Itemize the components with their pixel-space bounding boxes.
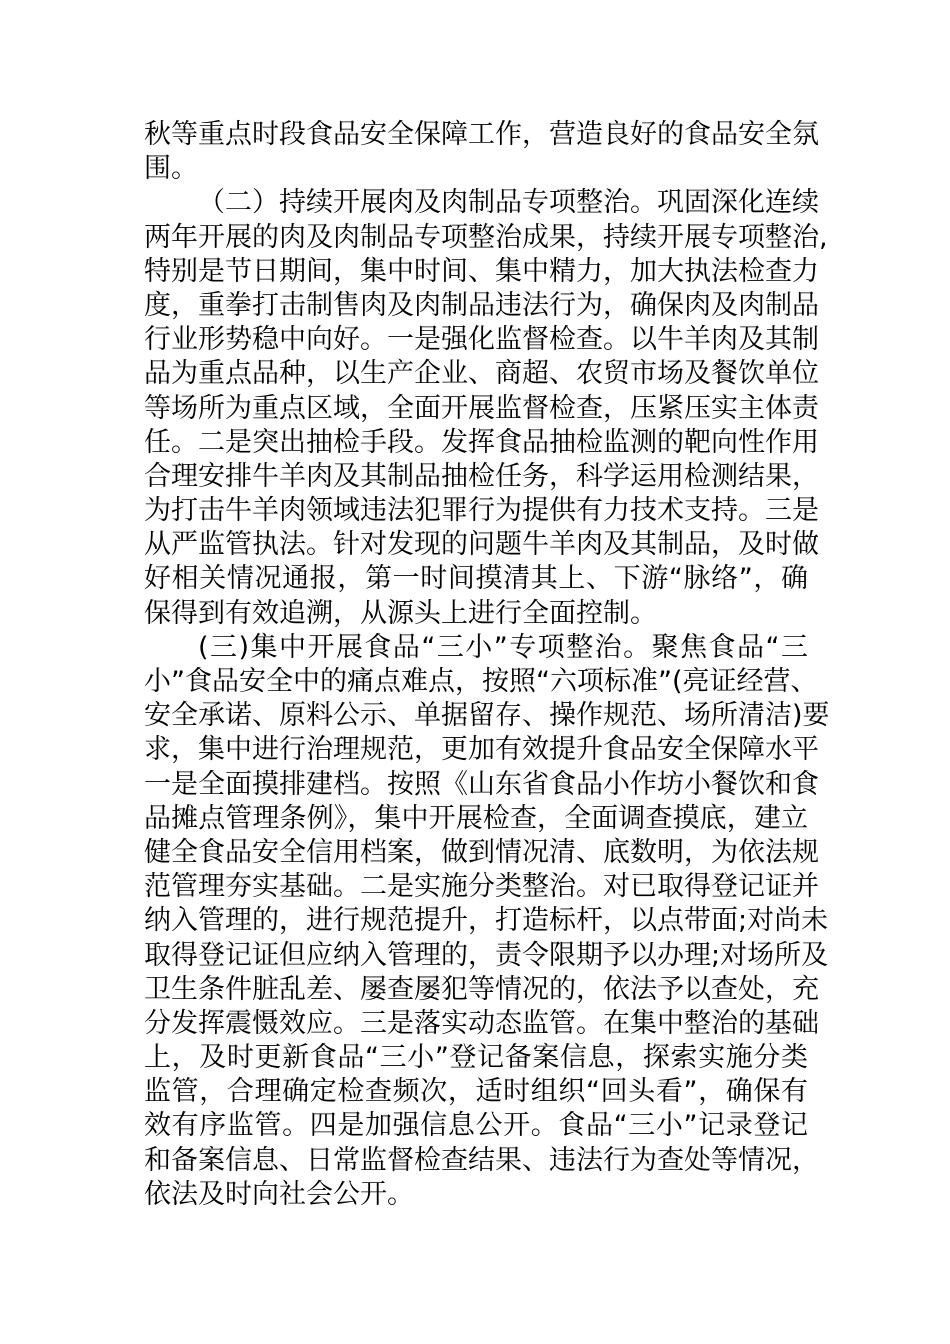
text-line: 品摊点管理条例》，集中开展检查，全面调查摸底，建立 (144, 802, 808, 834)
text-line: 卫生条件脏乱差、屡查屡犯等情况的，依法予以查处，充 (144, 973, 819, 1005)
text-line: 取得登记证但应纳入管理的，责令限期予以办理;对场所及 (144, 939, 829, 971)
text-line: 围。 (144, 153, 198, 185)
text-line: 度，重拳打击制售肉及肉制品违法行为，确保肉及肉制品 (144, 289, 819, 321)
text-line: 分发挥震慑效应。三是落实动态监管。在集中整治的基础 (144, 1007, 819, 1039)
text-line: 两年开展的肉及肉制品专项整治成果，持续开展专项整治, (144, 221, 828, 253)
paragraph-1 (144, 118, 819, 186)
text-line: 效有序监管。四是加强信息公开。食品“三小”记录登记 (144, 1110, 808, 1142)
text-line: 任。二是突出抽检手段。发挥食品抽检监测的靶向性作用 (144, 426, 819, 458)
text-line: 特别是节日期间，集中时间、集中精力，加大执法检查力 (144, 255, 819, 287)
text-line: 健全食品安全信用档案，做到情况清、底数明，为依法规 (144, 836, 819, 868)
paragraph-3 (144, 631, 830, 1212)
text-line: 范管理夯实基础。二是实施分类整治。对已取得登记证并 (144, 871, 819, 903)
paragraph-2 (144, 186, 828, 630)
text-line: 上，及时更新食品“三小”登记备案信息，探索实施分类 (144, 1042, 808, 1074)
text-line: 秋等重点时段食品安全保障工作，营造良好的食品安全氛 (144, 119, 819, 150)
text-line: 依法及时向社会公开。 (144, 1178, 414, 1210)
text-line: 为打击牛羊肉领域违法犯罪行为提供有力技术支持。三是 (144, 495, 819, 527)
text-line: 行业形势稳中向好。一是强化监督检查。以牛羊肉及其制 (144, 324, 819, 356)
text-line: 好相关情况通报，第一时间摸清其上、下游“脉络”，确 (144, 563, 808, 595)
text-line: 求，集中进行治理规范，更加有效提升食品安全保障水平 (144, 734, 819, 766)
text-line: 小”食品安全中的痛点难点，按照“六项标准”(亮证经营、 (144, 666, 818, 697)
text-line: 和备案信息、日常监督检查结果、违法行为查处等情况， (144, 1144, 819, 1176)
text-line: 从严监管执法。针对发现的问题牛羊肉及其制品，及时做 (144, 529, 819, 561)
text-line: (三)集中开展食品“三小”专项整治。聚焦食品“三 (198, 631, 808, 663)
text-line: 保得到有效追溯，从源头上进行全面控制。 (144, 597, 657, 629)
text-line: 一是全面摸排建档。按照《山东省食品小作坊小餐饮和食 (144, 768, 819, 800)
text-line: 纳入管理的，进行规范提升，打造标杆，以点带面;对尚未 (144, 905, 829, 937)
text-line: 安全承诺、原料公示、单据留存、操作规范、场所清洁)要 (144, 700, 830, 732)
text-line: 合理安排牛羊肉及其制品抽检任务，科学运用检测结果， (144, 460, 819, 492)
text-line: 等场所为重点区域，全面开展监督检查，压紧压实主体责 (144, 392, 819, 424)
text-line: （二）持续开展肉及肉制品专项整治。巩固深化连续 (198, 187, 819, 219)
document-body-text (144, 118, 830, 1212)
text-line: 监管，合理确定检查频次，适时组织“回头看”，确保有 (144, 1076, 808, 1108)
text-line: 品为重点品种，以生产企业、商超、农贸市场及餐饮单位 (144, 358, 819, 390)
